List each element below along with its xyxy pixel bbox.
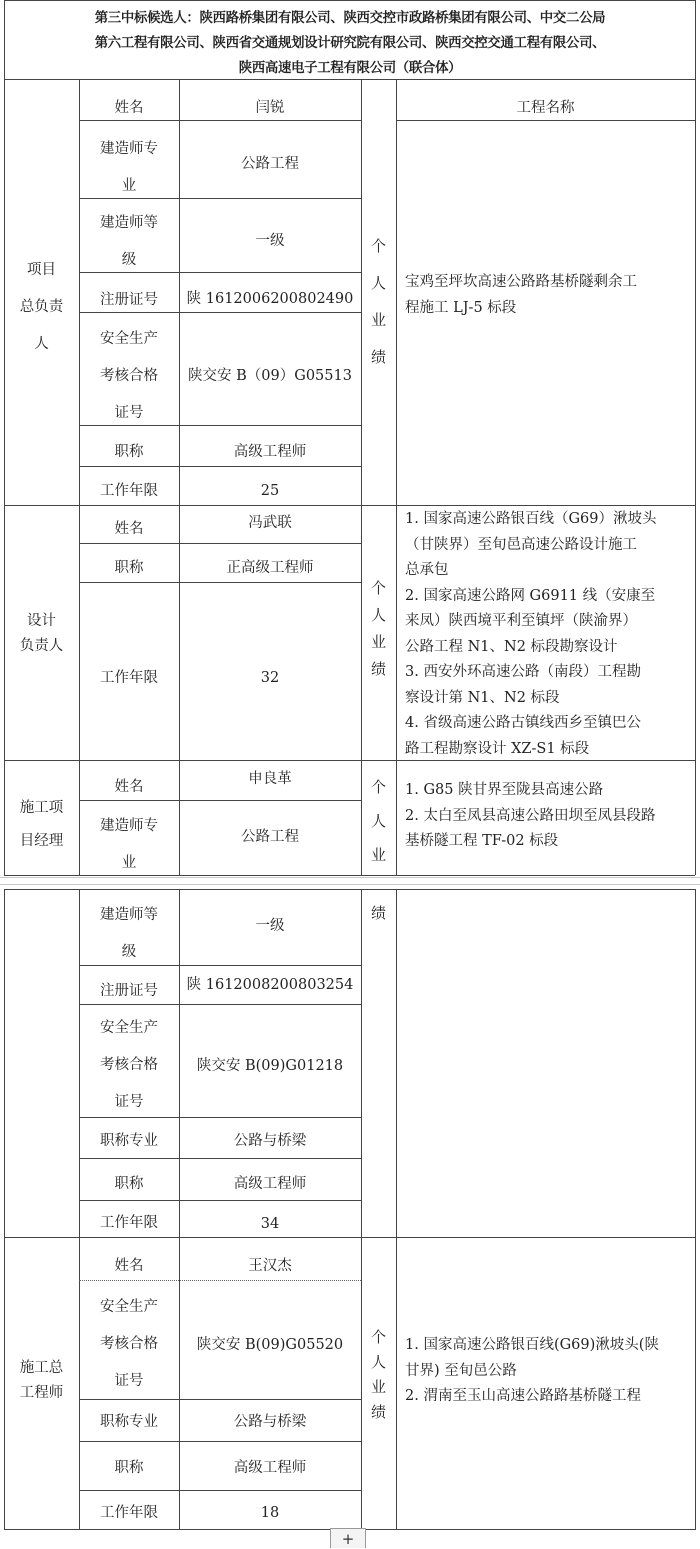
title-label: 职称 (114, 444, 144, 460)
cm-years-value: 34 (260, 1216, 280, 1232)
title-spec-label: 职称专业 (100, 1414, 158, 1430)
cm-grade-value: 一级 (255, 918, 285, 934)
pm-specialty-value: 公路工程 (241, 156, 299, 172)
pm-years-value: 25 (260, 483, 280, 499)
grade-label: 建造师等 级 (100, 907, 158, 960)
achievement-label-cm: 个 人 业 (370, 778, 386, 864)
years-label: 工作年限 (100, 1505, 158, 1521)
header-line-2: 第六工程有限公司、陕西省交通规划设计研究院有限公司、陕西交控交通工程有限公司、 (94, 36, 606, 51)
specialty-label: 建造师专 业 (100, 818, 158, 871)
achievement-label-design: 个 人 业 绩 (370, 579, 386, 678)
project-manager-name: 闫锐 (255, 100, 285, 116)
title-label: 职称 (114, 1176, 144, 1192)
role-label-project-manager: 项目 总负责 人 (19, 262, 64, 352)
role-label-design-lead: 设计 负责人 (19, 613, 64, 654)
safety-label: 安全生产 考核合格 证号 (100, 331, 158, 421)
pm-achievements: 宝鸡至坪坎高速公路路基桥隧剩余工 程施工 LJ-5 标段 (405, 274, 637, 316)
chief-engineer-name: 王汉杰 (248, 1258, 292, 1274)
page-break-line (0, 877, 700, 878)
construction-manager-name: 申良革 (248, 771, 292, 787)
header-line-3: 陕西高速电子工程有限公司（联合体） (238, 61, 462, 76)
years-label: 工作年限 (100, 483, 158, 499)
role-label-chief-engineer: 施工总 工程师 (19, 1360, 64, 1401)
grade-label: 建造师等 级 (100, 215, 158, 268)
cm-safety-no: 陕交安 B(09)G01218 (196, 1058, 344, 1074)
name-label: 姓名 (114, 100, 144, 116)
name-label: 姓名 (114, 1258, 144, 1274)
cm-specialty-value: 公路工程 (241, 829, 299, 845)
cm-title-spec: 公路与桥梁 (233, 1133, 307, 1149)
header-line-1: 第三中标候选人：陕西路桥集团有限公司、陕西交控市政路桥集团有限公司、中交二公局 (94, 11, 606, 26)
pm-grade-value: 一级 (255, 233, 285, 249)
reg-label: 注册证号 (100, 983, 158, 999)
achievement-label-cm-continued: 绩 (370, 904, 386, 922)
achievement-label-ce: 个 人 业 绩 (370, 1328, 386, 1421)
pm-safety-no: 陕交安 B（09）G05513 (188, 368, 352, 384)
design-lead-achievements: 1. 国家高速公路银百线（G69）湫坡头 （甘陕界）至旬邑高速公路设计施工 总承包 2. 国家高速公路网 G6911 线（安康至 来凤）陕西境平利至镇坪（陕渝界） 公路工程 N1、N2 标段勘察设计 3. 西安外环高速公路（南段）工程勘 察设计第 N1、N2 标段 4. 省级高速公路古镇线西乡至镇巴公 路工程勘察设计 XZ-S1 标段 (405, 511, 657, 757)
ce-safety-no: 陕交安 B(09)G05520 (196, 1337, 344, 1353)
page-break-line (0, 884, 700, 885)
bid-candidate-header (4, 0, 696, 80)
pm-title-value: 高级工程师 (233, 444, 307, 460)
cm-reg-no: 陕 1612008200803254 (186, 977, 354, 993)
add-row-button[interactable]: + (330, 1528, 366, 1548)
design-lead-title: 正高级工程师 (226, 560, 314, 576)
ce-title-value: 高级工程师 (233, 1460, 307, 1476)
project-name-header: 工程名称 (516, 100, 575, 116)
title-label: 职称 (114, 1460, 144, 1476)
safety-label: 安全生产 考核合格 证号 (100, 1020, 158, 1110)
years-label: 工作年限 (100, 670, 158, 686)
role-label-construction-manager: 施工项 目经理 (19, 800, 64, 849)
reg-label: 注册证号 (100, 292, 158, 308)
cm-achievements: 1. G85 陕甘界至陇县高速公路 2. 太白至凤县高速公路田坝至凤县段路 基桥隧工程 TF-02 标段 (405, 782, 656, 849)
ce-achievements: 1. 国家高速公路银百线(G69)湫坡头(陕 甘界) 至旬邑公路 2. 渭南至玉山高速公路路基桥隧工程 (405, 1337, 659, 1404)
ce-years-value: 18 (260, 1505, 280, 1521)
title-label: 职称 (114, 560, 144, 576)
achievement-label-pm: 个 人 业 绩 (370, 237, 386, 366)
name-label: 姓名 (114, 521, 144, 537)
design-lead-name: 冯武联 (248, 515, 292, 531)
safety-label: 安全生产 考核合格 证号 (100, 1299, 158, 1389)
title-spec-label: 职称专业 (100, 1133, 158, 1149)
pm-reg-no: 陕 1612006200802490 (186, 291, 354, 307)
ce-title-spec: 公路与桥梁 (233, 1414, 307, 1430)
years-label: 工作年限 (100, 1215, 158, 1231)
cm-title-value: 高级工程师 (233, 1176, 307, 1192)
design-lead-years: 32 (260, 670, 280, 686)
specialty-label: 建造师专 业 (100, 141, 158, 194)
name-label: 姓名 (114, 779, 144, 795)
